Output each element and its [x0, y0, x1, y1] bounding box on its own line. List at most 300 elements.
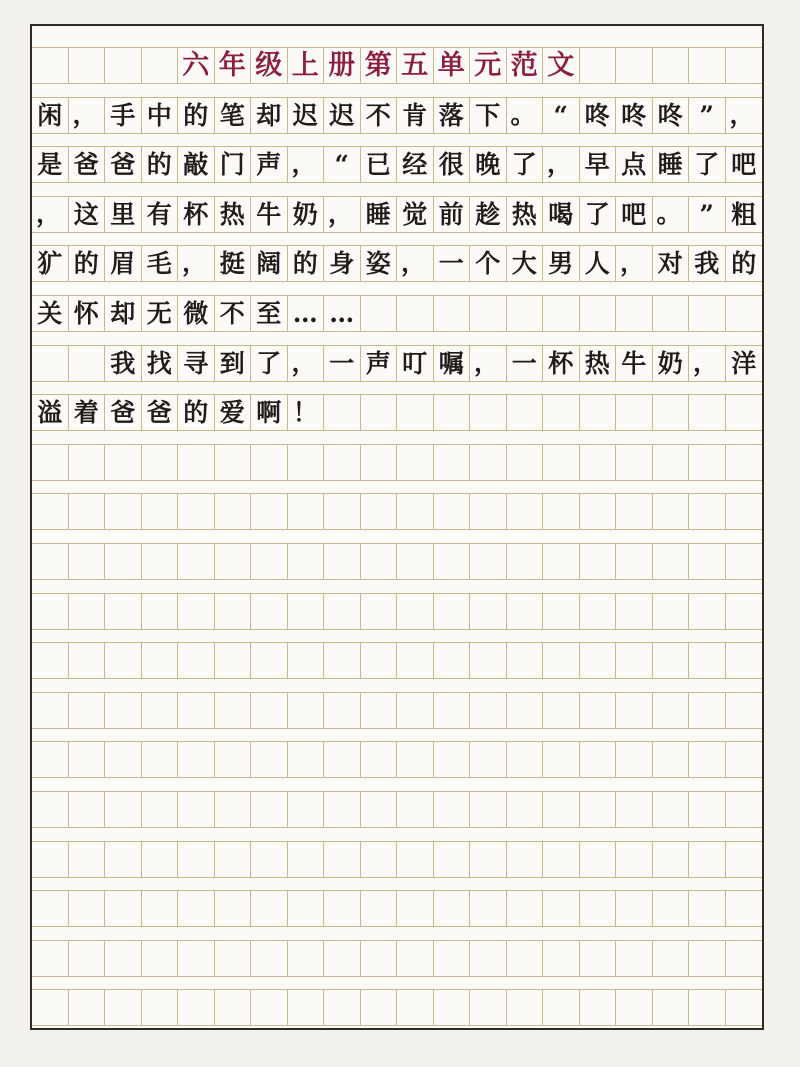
grid-cell: [653, 544, 690, 579]
grid-cell: [215, 990, 252, 1025]
grid-cell: [397, 594, 434, 629]
text-char: 对: [653, 246, 690, 281]
composition-grid-paper: [30, 24, 764, 1030]
grid-row: [32, 196, 762, 233]
text-char: 迟: [288, 98, 325, 133]
grid-cell: [69, 693, 106, 728]
text-char: 手: [105, 98, 142, 133]
grid-cell: [324, 544, 361, 579]
grid-row: [32, 692, 762, 729]
text-char: 睡: [361, 197, 398, 232]
grid-cell: [105, 891, 142, 926]
text-char: 阔: [251, 246, 288, 281]
grid-row: [32, 593, 762, 630]
text-char: 挺: [215, 246, 252, 281]
grid-cell: [215, 594, 252, 629]
grid-cell: [689, 643, 726, 678]
grid-cell: [397, 445, 434, 480]
grid-cell: [397, 792, 434, 827]
grid-cell: [324, 792, 361, 827]
grid-cell: [142, 842, 179, 877]
text-char: 睡: [653, 147, 690, 182]
text-char: 爸: [105, 147, 142, 182]
grid-cell: [178, 445, 215, 480]
grid-cell: [32, 792, 69, 827]
text-char: 到: [215, 346, 252, 381]
grid-cell: [726, 693, 763, 728]
grid-cell: [105, 494, 142, 529]
grid-cell: [507, 891, 544, 926]
text-char: 热: [580, 346, 617, 381]
grid-cell: [689, 842, 726, 877]
grid-cell: [251, 891, 288, 926]
grid-cell: [178, 643, 215, 678]
grid-cell: [361, 693, 398, 728]
grid-row: [32, 543, 762, 580]
text-char: 的: [178, 98, 215, 133]
grid-cell: [653, 445, 690, 480]
text-char: 嘱: [434, 346, 471, 381]
text-char: 奶: [653, 346, 690, 381]
grid-cell: [251, 494, 288, 529]
grid-row: [32, 295, 762, 332]
text-char: 了: [689, 147, 726, 182]
grid-cell: [178, 990, 215, 1025]
grid-cell: [434, 544, 471, 579]
grid-cell: [580, 891, 617, 926]
grid-cell: [324, 990, 361, 1025]
grid-cell: [726, 494, 763, 529]
grid-cell: [470, 544, 507, 579]
text-char: ，: [397, 246, 434, 281]
grid-cell: [69, 48, 106, 83]
grid-cell: [361, 395, 398, 430]
text-char: 里: [105, 197, 142, 232]
grid-cell: [142, 742, 179, 777]
grid-cell: [142, 990, 179, 1025]
text-char: 大: [507, 246, 544, 281]
grid-cell: [507, 742, 544, 777]
grid-cell: [142, 48, 179, 83]
grid-cell: [288, 990, 325, 1025]
grid-cell: [470, 395, 507, 430]
grid-cell: [69, 891, 106, 926]
grid-cell: [470, 792, 507, 827]
text-char: 我: [689, 246, 726, 281]
text-char: 迟: [324, 98, 361, 133]
text-char: 一: [507, 346, 544, 381]
grid-cell: [653, 792, 690, 827]
grid-cell: [507, 594, 544, 629]
grid-cell: [580, 792, 617, 827]
grid-cell: [251, 693, 288, 728]
grid-cell: [689, 792, 726, 827]
text-char: 的: [69, 246, 106, 281]
title-char: 级: [251, 48, 288, 83]
grid-cell: [251, 594, 288, 629]
grid-cell: [434, 693, 471, 728]
text-char: 吧: [616, 197, 653, 232]
grid-cell: [616, 742, 653, 777]
text-char: 着: [69, 395, 106, 430]
text-char: “: [543, 98, 580, 133]
grid-cell: [361, 792, 398, 827]
grid-cell: [142, 445, 179, 480]
text-char: 洋: [731, 349, 757, 378]
grid-cell: [726, 445, 763, 480]
grid-cell: [178, 842, 215, 877]
grid-cell: [434, 643, 471, 678]
grid-cell: [616, 594, 653, 629]
grid-cell: [215, 891, 252, 926]
grid-cell: [726, 742, 763, 777]
grid-cell: [69, 594, 106, 629]
text-char: 爸: [105, 395, 142, 430]
grid-cell: [689, 990, 726, 1025]
grid-cell: [142, 693, 179, 728]
grid-cell: [215, 494, 252, 529]
text-char: ，: [69, 98, 106, 133]
grid-cell: [69, 842, 106, 877]
text-char: 这: [69, 197, 106, 232]
grid-cell: [689, 544, 726, 579]
grid-cell: [434, 891, 471, 926]
grid-row: [32, 345, 762, 382]
text-char: 早: [580, 147, 617, 182]
grid-cell: [470, 990, 507, 1025]
text-char: 人: [580, 246, 617, 281]
grid-cell: [726, 941, 763, 976]
grid-cell: [324, 594, 361, 629]
grid-row: [32, 245, 762, 282]
grid-cell: [32, 494, 69, 529]
text-char: 落: [434, 98, 471, 133]
grid-cell: [726, 891, 763, 926]
grid-cell: [105, 742, 142, 777]
grid-cell: [178, 693, 215, 728]
grid-cell: [142, 941, 179, 976]
grid-cell: [434, 395, 471, 430]
text-char: ，: [324, 197, 361, 232]
text-char: 下: [470, 98, 507, 133]
grid-cell: [69, 941, 106, 976]
grid-row: [32, 791, 762, 828]
grid-cell: [105, 643, 142, 678]
grid-cell: [69, 445, 106, 480]
text-char: 爱: [215, 395, 252, 430]
grid-cell: [69, 346, 106, 381]
grid-cell: [397, 494, 434, 529]
grid-cell: [543, 445, 580, 480]
grid-cell: [251, 742, 288, 777]
grid-cell: [69, 990, 106, 1025]
grid-cell: [689, 48, 726, 83]
title-char: 范: [507, 48, 544, 83]
grid-cell: [543, 792, 580, 827]
grid-row: [32, 493, 762, 530]
grid-cell: [580, 941, 617, 976]
grid-row: [32, 642, 762, 679]
text-char: 身: [324, 246, 361, 281]
text-char: 咚: [580, 98, 617, 133]
grid-row: [32, 444, 762, 481]
grid-cell: [689, 941, 726, 976]
text-char: 姿: [361, 246, 398, 281]
grid-cell: [324, 445, 361, 480]
grid-cell: [361, 941, 398, 976]
grid-cell: [434, 792, 471, 827]
grid-cell: [215, 842, 252, 877]
grid-cell: [324, 494, 361, 529]
grid-cell: [251, 445, 288, 480]
text-char: 的: [288, 246, 325, 281]
grid-cell: [178, 941, 215, 976]
grid-cell: [543, 941, 580, 976]
grid-cell: [251, 842, 288, 877]
text-char: ，: [288, 346, 325, 381]
grid-cell: [324, 643, 361, 678]
grid-cell: [580, 395, 617, 430]
text-char: 点: [616, 147, 653, 182]
text-char: 却: [251, 98, 288, 133]
text-char: 牛: [616, 346, 653, 381]
grid-cell: [105, 544, 142, 579]
grid-cell: [361, 891, 398, 926]
grid-cell: [470, 742, 507, 777]
grid-cell: [507, 643, 544, 678]
grid-cell: [507, 693, 544, 728]
grid-cell: [543, 742, 580, 777]
grid-cell: [580, 48, 617, 83]
grid-cell: [689, 395, 726, 430]
grid-cell: [543, 296, 580, 331]
grid-cell: [288, 891, 325, 926]
grid-cell: [434, 296, 471, 331]
text-char: 杯: [543, 346, 580, 381]
text-char: 很: [434, 147, 471, 182]
text-char: 至: [251, 296, 288, 331]
grid-cell: [653, 296, 690, 331]
grid-cell: [689, 445, 726, 480]
text-char: 了: [251, 346, 288, 381]
grid-cell: [142, 494, 179, 529]
text-char: 是: [32, 147, 69, 182]
text-char: 的: [731, 249, 757, 278]
text-char: 毛: [142, 246, 179, 281]
grid-cell: [69, 742, 106, 777]
text-char: 咚: [616, 98, 653, 133]
grid-cell: [288, 941, 325, 976]
grid-cell: [32, 990, 69, 1025]
text-char: 爸: [142, 395, 179, 430]
grid-cell: [288, 594, 325, 629]
grid-cell: [397, 395, 434, 430]
grid-cell: [397, 693, 434, 728]
grid-cell: [288, 494, 325, 529]
text-char: 奶: [288, 197, 325, 232]
grid-cell: [434, 445, 471, 480]
grid-cell: [397, 742, 434, 777]
grid-cell: [653, 395, 690, 430]
title-char: 第: [361, 48, 398, 83]
grid-cell: [215, 742, 252, 777]
grid-cell: [470, 445, 507, 480]
grid-cell: [397, 891, 434, 926]
grid-cell: [32, 594, 69, 629]
text-char: ”: [689, 197, 726, 232]
grid-cell: [434, 594, 471, 629]
grid-cell: [142, 891, 179, 926]
grid-row: [32, 394, 762, 431]
text-char: 的: [178, 395, 215, 430]
text-char: 热: [215, 197, 252, 232]
text-char: 男: [543, 246, 580, 281]
grid-cell: [288, 445, 325, 480]
grid-cell: [689, 891, 726, 926]
text-char: ，: [178, 246, 215, 281]
grid-cell: [178, 792, 215, 827]
grid-cell: [580, 544, 617, 579]
grid-row: [32, 146, 762, 183]
grid-cell: [142, 643, 179, 678]
grid-cell: [288, 544, 325, 579]
text-char: ，: [32, 197, 69, 232]
grid-cell: [288, 792, 325, 827]
text-char: ，: [288, 147, 325, 182]
text-char: 经: [397, 147, 434, 182]
grid-cell: [142, 792, 179, 827]
grid-cell: [507, 792, 544, 827]
grid-cell: [616, 494, 653, 529]
grid-cell: [653, 842, 690, 877]
title-char: 文: [543, 48, 580, 83]
grid-cell: [616, 643, 653, 678]
grid-cell: [32, 742, 69, 777]
grid-cell: [105, 842, 142, 877]
grid-cell: [361, 643, 398, 678]
grid-cell: [324, 941, 361, 976]
grid-cell: [470, 941, 507, 976]
grid-cell: [653, 48, 690, 83]
title-char: 五: [397, 48, 434, 83]
text-char: 吧: [731, 150, 757, 179]
text-char: 不: [361, 98, 398, 133]
grid-cell: [32, 544, 69, 579]
grid-cell: [580, 296, 617, 331]
text-char: 闲: [32, 98, 69, 133]
grid-cell: [434, 990, 471, 1025]
grid-cell: [434, 742, 471, 777]
text-char: 热: [507, 197, 544, 232]
grid-cell: [69, 792, 106, 827]
title-char: 单: [434, 48, 471, 83]
text-char: 声: [361, 346, 398, 381]
text-char: 觉: [397, 197, 434, 232]
grid-cell: [105, 941, 142, 976]
grid-cell: [105, 445, 142, 480]
grid-cell: [726, 48, 763, 83]
text-char: 趁: [470, 197, 507, 232]
text-char: ！: [288, 395, 325, 430]
text-char: “: [324, 147, 361, 182]
title-row: [32, 47, 762, 84]
grid-cell: [653, 594, 690, 629]
title-char: 年: [215, 48, 252, 83]
grid-cell: [726, 643, 763, 678]
grid-cell: [32, 643, 69, 678]
grid-cell: [616, 296, 653, 331]
grid-cell: [543, 990, 580, 1025]
grid-cell: [397, 990, 434, 1025]
grid-cell: [105, 990, 142, 1025]
text-char: 笔: [215, 98, 252, 133]
grid-cell: [580, 594, 617, 629]
grid-row: [32, 940, 762, 977]
grid-cell: [726, 296, 763, 331]
grid-row: [32, 97, 762, 134]
grid-cell: [507, 395, 544, 430]
grid-cell: [580, 494, 617, 529]
grid-cell: [251, 643, 288, 678]
grid-cell: [653, 990, 690, 1025]
grid-cell: [653, 941, 690, 976]
grid-cell: [580, 990, 617, 1025]
grid-cell: [178, 891, 215, 926]
text-char: ”: [689, 98, 726, 133]
grid-cell: [32, 48, 69, 83]
grid-cell: [543, 891, 580, 926]
grid-cell: [215, 693, 252, 728]
grid-cell: [616, 990, 653, 1025]
grid-cell: [215, 792, 252, 827]
grid-cell: [580, 445, 617, 480]
grid-cell: [215, 643, 252, 678]
grid-cell: [215, 445, 252, 480]
grid-cell: [324, 742, 361, 777]
grid-cell: [251, 544, 288, 579]
grid-cell: [580, 742, 617, 777]
text-char: 前: [434, 197, 471, 232]
grid-cell: [653, 693, 690, 728]
grid-cell: [653, 643, 690, 678]
grid-cell: [616, 891, 653, 926]
grid-cell: [142, 544, 179, 579]
grid-cell: [689, 742, 726, 777]
text-char: 爸: [69, 147, 106, 182]
title-char: 元: [470, 48, 507, 83]
grid-cell: [178, 594, 215, 629]
text-char: 怀: [69, 296, 106, 331]
grid-cell: [580, 693, 617, 728]
text-char: ，: [543, 147, 580, 182]
text-char: 无: [142, 296, 179, 331]
grid-cell: [616, 792, 653, 827]
grid-cell: [616, 842, 653, 877]
grid-cell: [507, 941, 544, 976]
grid-cell: [251, 990, 288, 1025]
text-char: 牛: [251, 197, 288, 232]
text-char: 啊: [251, 395, 288, 430]
grid-cell: [251, 792, 288, 827]
grid-cell: [726, 792, 763, 827]
text-char: ，: [616, 246, 653, 281]
grid-row: [32, 989, 762, 1026]
grid-cell: [470, 643, 507, 678]
text-char: 寻: [178, 346, 215, 381]
grid-cell: [397, 643, 434, 678]
text-char: 了: [580, 197, 617, 232]
grid-cell: [397, 296, 434, 331]
